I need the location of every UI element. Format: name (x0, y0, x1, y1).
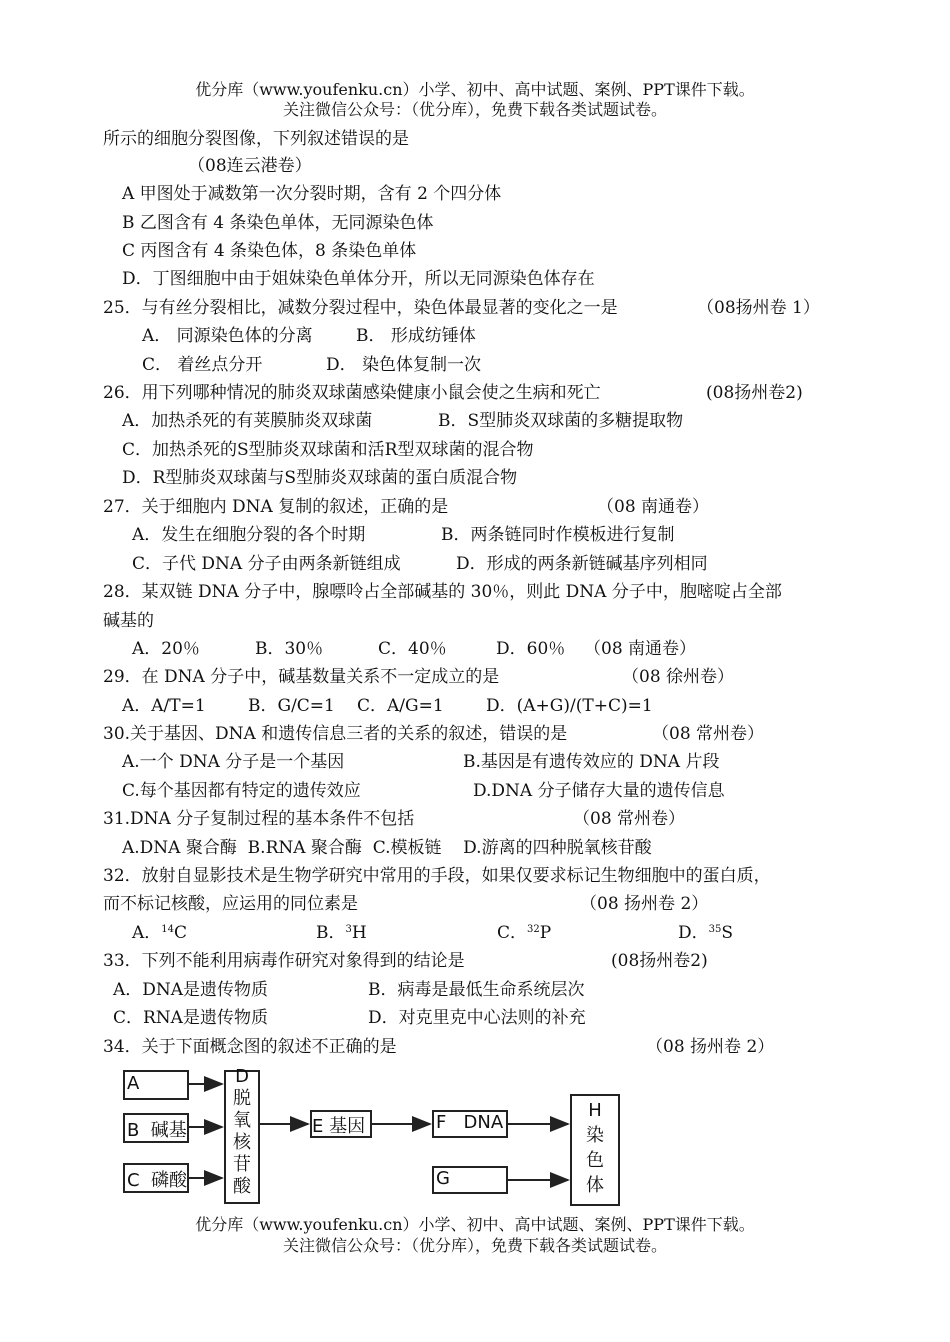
q29-option-a: A．A/T=1 (122, 696, 206, 716)
q33-stem: 33．下列不能利用病毒作研究对象得到的结论是 (103, 951, 465, 971)
diagram-label-a: A (127, 1073, 140, 1094)
q29-stem: 29．在 DNA 分子中，碱基数量关系不一定成立的是 (103, 667, 500, 687)
q25-option-a: A． 同源染色体的分离 (142, 326, 313, 346)
diagram-label-b: B 碱基 (127, 1120, 187, 1141)
q28-stem-line1: 28．某双链 DNA 分子中，腺嘌呤占全部碱基的 30％，则此 DNA 分子中，胞嘧啶占全部 (103, 582, 782, 602)
q26-option-d: D．R型肺炎双球菌与S型肺炎双球菌的蛋白质混合物 (122, 468, 518, 488)
q24-option-c: C 丙图含有 4 条染色体，8 条染色单体 (122, 241, 417, 261)
header-line-2: 关注微信公众号：（优分库），免费下载各类试题试卷。 (282, 100, 667, 119)
q33-option-d: D．对克里克中心法则的补充 (368, 1008, 586, 1028)
q30-option-c: C.每个基因都有特定的遗传效应 (122, 781, 361, 801)
q29-option-b: B．G/C=1 (248, 696, 335, 716)
diagram-box-h (570, 1094, 620, 1206)
q27-source: （08 南通卷） (597, 497, 710, 517)
q29-source: （08 徐州卷） (622, 667, 735, 687)
q26-option-b: B．S型肺炎双球菌的多糖提取物 (438, 411, 684, 431)
diagram-box-f (432, 1110, 508, 1138)
q30-option-b: B.基因是有遗传效应的 DNA 片段 (463, 752, 720, 772)
q28-option-b: B．30％ (255, 639, 324, 659)
q25-option-b: B． 形成纺锤体 (356, 326, 476, 346)
q32-stem-line2: 而不标记核酸，应运用的同位素是 (103, 894, 358, 914)
q31-options: A.DNA 聚合酶 B.RNA 聚合酶 C.模板链 D.游离的四种脱氧核苷酸 (122, 838, 652, 858)
q25-option-c: C． 着丝点分开 (142, 355, 263, 375)
q34-source: （08 扬州卷 2） (646, 1037, 775, 1057)
q34-stem: 34．关于下面概念图的叙述不正确的是 (103, 1037, 397, 1057)
diagram-label-e: E 基因 (312, 1116, 366, 1137)
q27-option-d: D．形成的两条新链碱基序列相同 (456, 554, 708, 574)
footer-line-1: 优分库（www.youfenku.cn）小学、初中、高中试题、案例、PPT课件下载。 (195, 1215, 755, 1234)
diagram-label-c: C 磷酸 (127, 1170, 188, 1191)
q28-option-c: C．40％ (378, 639, 447, 659)
q32-option-a: A．$^{14}$C (132, 923, 188, 943)
q25-source: （08扬州卷 1） (697, 298, 820, 318)
q24-option-d: D．丁图细胞中由于姐妹染色单体分开，所以无同源染色体存在 (122, 269, 595, 289)
q29-option-c: C．A/G=1 (357, 696, 444, 716)
q28-stem-line2: 碱基的 (103, 611, 154, 631)
q33-option-b: B．病毒是最低生命系统层次 (368, 980, 585, 1000)
diagram-box-e (310, 1110, 372, 1138)
q29-option-d: D．(A+G)/(T+C)=1 (486, 696, 653, 716)
header-line-1: 优分库（www.youfenku.cn）小学、初中、高中试题、案例、PPT课件下载。 (195, 80, 755, 99)
q27-option-c: C．子代 DNA 分子由两条新链组成 (132, 554, 401, 574)
diagram-box-g (432, 1166, 508, 1194)
q26-option-c: C．加热杀死的S型肺炎双球菌和活R型双球菌的混合物 (122, 440, 534, 460)
q27-option-a: A．发生在细胞分裂的各个时期 (132, 525, 366, 545)
q33-source: (08扬州卷2) (611, 951, 708, 971)
q32-source: （08 扬州卷 2） (580, 894, 709, 914)
q28-source: （08 南通卷） (584, 639, 697, 659)
footer-line-2: 关注微信公众号：（优分库），免费下载各类试题试卷。 (282, 1236, 667, 1255)
q30-source: （08 常州卷） (652, 724, 765, 744)
q27-option-b: B．两条链同时作模板进行复制 (441, 525, 675, 545)
q24-option-b: B 乙图含有 4 条染色单体，无同源染色体 (122, 213, 434, 233)
q32-option-d: D．$^{35}$S (678, 923, 734, 943)
q27-stem: 27．关于细胞内 DNA 复制的叙述，正确的是 (103, 497, 449, 517)
q28-option-d: D．60％ (496, 639, 566, 659)
diagram-label-g: G (436, 1168, 450, 1189)
q25-option-d: D． 染色体复制一次 (326, 355, 482, 375)
q24-option-a: A 甲图处于减数第一次分裂时期，含有 2 个四分体 (122, 184, 502, 204)
q26-source: (08扬州卷2) (706, 383, 803, 403)
diagram-label-h: H 染 色 体 (586, 1100, 604, 1196)
q30-stem: 30.关于基因、DNA 和遗传信息三者的关系的叙述，错误的是 (103, 724, 568, 744)
diagram-label-d: D 脱 氧 核 苷 酸 (233, 1066, 251, 1197)
q26-option-a: A．加热杀死的有荚膜肺炎双球菌 (122, 411, 373, 431)
q30-option-d: D.DNA 分子储存大量的遗传信息 (473, 781, 725, 801)
q31-stem: 31.DNA 分子复制过程的基本条件不包括 (103, 809, 415, 829)
q24-source: （08连云港卷） (188, 156, 312, 176)
diagram-label-f: F DNA (436, 1112, 504, 1133)
q33-option-c: C．RNA是遗传物质 (113, 1008, 268, 1028)
q30-option-a: A.一个 DNA 分子是一个基因 (122, 752, 345, 772)
q24-stem: 所示的细胞分裂图像，下列叙述错误的是 (103, 129, 409, 149)
q33-option-a: A．DNA是遗传物质 (113, 980, 269, 1000)
q31-source: （08 常州卷） (573, 809, 686, 829)
diagram-box-b (123, 1113, 189, 1143)
q32-option-b: B．$^3$H (316, 923, 367, 943)
q32-stem-line1: 32．放射自显影技术是生物学研究中常用的手段，如果仅要求标记生物细胞中的蛋白质， (103, 866, 771, 886)
diagram-box-a (123, 1070, 189, 1100)
q32-option-c: C．$^{32}$P (497, 923, 552, 943)
diagram-box-c (123, 1163, 189, 1193)
q28-option-a: A．20％ (132, 639, 200, 659)
diagram-box-d (224, 1070, 260, 1204)
q26-stem: 26．用下列哪种情况的肺炎双球菌感染健康小鼠会使之生病和死亡 (103, 383, 601, 403)
q25-stem: 25．与有丝分裂相比，减数分裂过程中，染色体最显著的变化之一是 (103, 298, 618, 318)
